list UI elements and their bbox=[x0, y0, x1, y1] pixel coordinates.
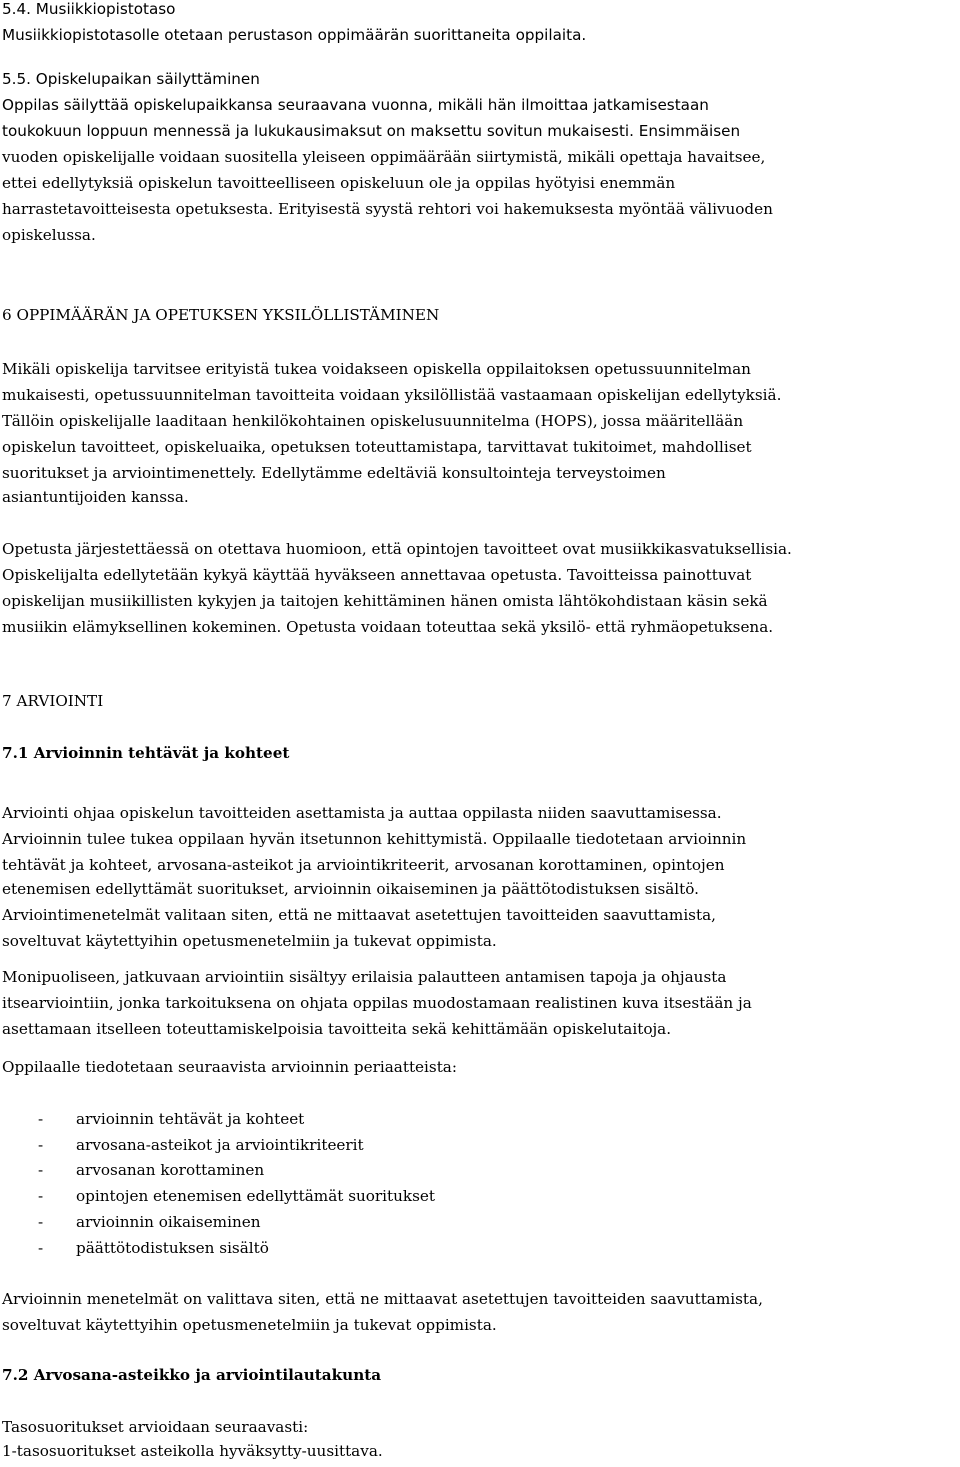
paragraph-line: Mikäli opiskelija tarvitsee erityistä tukea voidakseen opiskella oppilaitoksen opetussuunnitelman bbox=[2, 360, 751, 378]
paragraph-line: Tasosuoritukset arvioidaan seuraavasti: bbox=[2, 1418, 309, 1436]
list-item-text: päättötodistuksen sisältö bbox=[76, 1239, 269, 1257]
subsection-heading-7-2: 7.2 Arvosana-asteikko ja arviointilautakunta bbox=[2, 1366, 382, 1384]
paragraph-line: ettei edellytyksiä opiskelun tavoitteelliseen opiskeluun ole ja oppilas hyötyisi enemmän bbox=[2, 174, 676, 192]
paragraph-line: vuoden opiskelijalle voidaan suositella yleiseen oppimäärään siirtymistä, mikäli opettaja havaitsee, bbox=[2, 148, 766, 166]
paragraph-line: Monipuoliseen, jatkuvaan arviointiin sisältyy erilaisia palautteen antamisen tapoja ja ohjausta bbox=[2, 968, 727, 986]
bullet-marker: - bbox=[38, 1213, 44, 1231]
paragraph-line: opiskelussa. bbox=[2, 226, 96, 244]
subsection-heading-7-1: 7.1 Arvioinnin tehtävät ja kohteet bbox=[2, 744, 290, 762]
list-item-text: arvosanan korottaminen bbox=[76, 1161, 265, 1179]
paragraph-line: mukaisesti, opetussuunnitelman tavoitteita voidaan yksilöllistää vastaamaan opiskelijan edellytyksiä. bbox=[2, 386, 782, 404]
paragraph-line: etenemisen edellyttämät suoritukset, arvioinnin oikaiseminen ja päättötodistuksen sisältö. bbox=[2, 880, 699, 898]
list-item bbox=[38, 1106, 304, 1132]
paragraph-line: suoritukset ja arviointimenettely. Edellytämme edeltäviä konsultointeja terveystoimen bbox=[2, 464, 666, 482]
list-item bbox=[38, 1132, 364, 1158]
paragraph-line bbox=[2, 118, 740, 144]
line-segment: Ensimmäisen bbox=[638, 122, 741, 140]
list-item-text: opintojen etenemisen edellyttämät suoritukset bbox=[76, 1187, 436, 1205]
list-item-text: arvioinnin tehtävät ja kohteet bbox=[76, 1110, 305, 1128]
section-heading-5-4: 5.4. Musiikkiopistotaso bbox=[2, 0, 176, 18]
paragraph-line: opiskelijan musiikillisten kykyjen ja taitojen kehittäminen hänen omista lähtökohdistaan käsin sekä bbox=[2, 592, 768, 610]
paragraph-line: soveltuvat käytettyihin opetusmenetelmiin ja tukevat oppimista. bbox=[2, 932, 497, 950]
paragraph-line: musiikin elämyksellinen kokeminen. Opetusta voidaan toteuttaa sekä yksilö- että ryhmäopetuksena. bbox=[2, 618, 774, 636]
paragraph-line: asiantuntijoiden kanssa. bbox=[2, 488, 189, 506]
paragraph-line: Arviointi ohjaa opiskelun tavoitteiden asettamista ja auttaa oppilasta niiden saavuttamisessa. bbox=[2, 804, 722, 822]
paragraph-line: opiskelun tavoitteet, opiskeluaika, opetuksen toteuttamistapa, tarvittavat tukitoimet, mahdolliset bbox=[2, 438, 752, 456]
list-item bbox=[38, 1157, 264, 1183]
list-item-text: arvioinnin oikaiseminen bbox=[76, 1213, 261, 1231]
paragraph-line: Arvioinnin tulee tukea oppilaan hyvän itsetunnon kehittymistä. Oppilaalle tiedotetaan arvioinnin bbox=[2, 830, 747, 848]
paragraph-line: 1-tasosuoritukset asteikolla hyväksytty-uusittava. bbox=[2, 1442, 383, 1460]
bullet-marker: - bbox=[38, 1110, 44, 1128]
section-heading-7: 7 ARVIOINTI bbox=[2, 692, 104, 710]
paragraph-line: Oppilas säilyttää opiskelupaikkansa seuraavana vuonna, mikäli hän ilmoittaa jatkamisestaan bbox=[2, 96, 709, 114]
section-heading-6: 6 OPPIMÄÄRÄN JA OPETUKSEN YKSILÖLLISTÄMINEN bbox=[2, 306, 440, 324]
paragraph-line: Arviointimenetelmät valitaan siten, että ne mittaavat asetettujen tavoitteiden saavuttamista, bbox=[2, 906, 716, 924]
list-item bbox=[38, 1183, 435, 1209]
line-segment: Erityisestä syystä rehtori voi hakemuksesta myöntää välivuoden bbox=[277, 200, 773, 218]
bullet-marker: - bbox=[38, 1239, 44, 1257]
paragraph-line: itsearviointiin, jonka tarkoituksena on ohjata oppilas muodostamaan realistinen kuva itsestään ja bbox=[2, 994, 752, 1012]
bullet-marker: - bbox=[38, 1187, 44, 1205]
paragraph-line: Musiikkiopistotasolle otetaan perustason oppimäärän suorittaneita oppilaita. bbox=[2, 26, 587, 44]
list-item bbox=[38, 1209, 261, 1235]
paragraph-line: tehtävät ja kohteet, arvosana-asteikot ja arviointikriteerit, arvosanan korottaminen, opintojen bbox=[2, 856, 725, 874]
paragraph-line: asettamaan itselleen toteuttamiskelpoisia tavoitteita sekä kehittämään opiskelutaitoja. bbox=[2, 1020, 672, 1038]
paragraph-line: Oppilaalle tiedotetaan seuraavista arvioinnin periaatteista: bbox=[2, 1058, 457, 1076]
line-segment: toukokuun loppuun mennessä ja lukukausimaksut on maksettu sovitun mukaisesti. bbox=[2, 122, 634, 140]
paragraph-line bbox=[2, 196, 773, 222]
bullet-marker: - bbox=[38, 1161, 44, 1179]
paragraph-line: Opiskelijalta edellytetään kykyä käyttää hyväkseen annettavaa opetusta. Tavoitteissa painottuvat bbox=[2, 566, 752, 584]
paragraph-line: Opetusta järjestettäessä on otettava huomioon, että opintojen tavoitteet ovat musiikkikasvatuksellisia. bbox=[2, 540, 792, 558]
paragraph-line: Arvioinnin menetelmät on valittava siten, että ne mittaavat asetettujen tavoitteiden saavuttamista, bbox=[2, 1290, 763, 1308]
list-item bbox=[38, 1235, 269, 1261]
paragraph-line: Tällöin opiskelijalle laaditaan henkilökohtainen opiskelusuunnitelma (HOPS), jossa määritellään bbox=[2, 412, 744, 430]
list-item-text: arvosana-asteikot ja arviointikriteerit bbox=[76, 1136, 364, 1154]
section-heading-5-5: 5.5. Opiskelupaikan säilyttäminen bbox=[2, 70, 260, 88]
line-segment: harrastetavoitteisesta opetuksesta. bbox=[2, 200, 274, 218]
paragraph-line: soveltuvat käytettyihin opetusmenetelmiin ja tukevat oppimista. bbox=[2, 1316, 497, 1334]
bullet-marker: - bbox=[38, 1136, 44, 1154]
